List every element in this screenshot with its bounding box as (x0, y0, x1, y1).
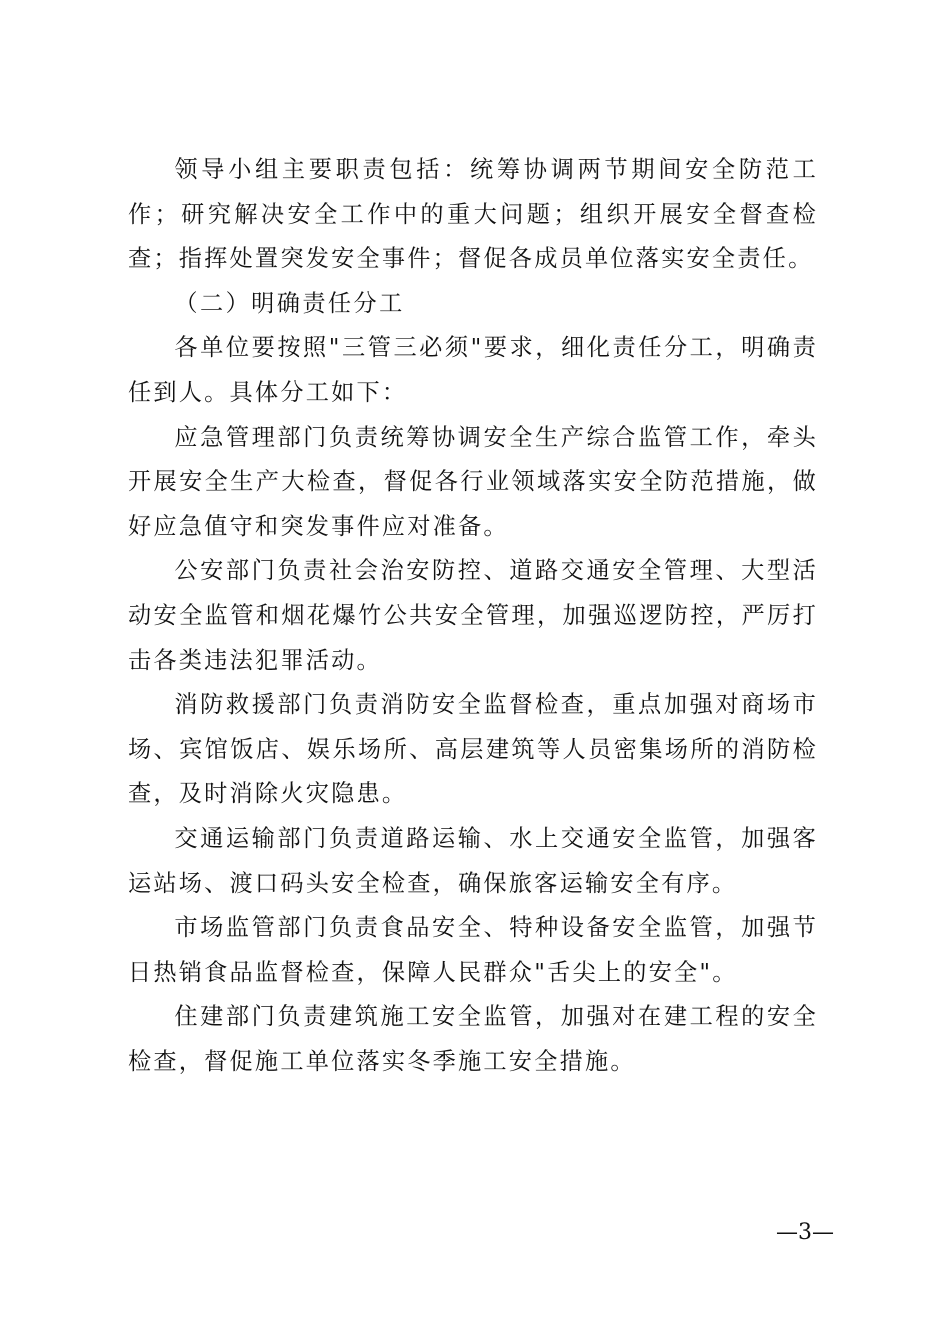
section-heading: （二）明确责任分工 (174, 289, 405, 317)
paragraph-housing-construction: 住建部门负责建筑施工安全监管，加强对在建工程的安全检查，督促施工单位落实冬季施工安全措施。 (128, 1003, 818, 1075)
paragraph-market-supervision: 市场监管部门负责食品安全、特种设备安全监管，加强节日热销食品监督检查，保障人民群众"舌尖上的安全"。 (128, 914, 818, 986)
paragraph-emergency-management: 应急管理部门负责统筹协调安全生产综合监管工作，牵头开展安全生产大检查，督促各行业领域落实安全防范措施，做好应急值守和突发事件应对准备。 (128, 423, 818, 540)
paragraph-fire-rescue: 消防救援部门负责消防安全监督检查，重点加强对商场市场、宾馆饭店、娱乐场所、高层建筑等人员密集场所的消防检查，及时消除火灾隐患。 (128, 691, 818, 808)
paragraph-leadership-duties: 领导小组主要职责包括：统筹协调两节期间安全防范工作；研究解决安全工作中的重大问题；组织开展安全督查检查；指挥处置突发安全事件；督促各成员单位落实安全责任。 (128, 156, 818, 273)
paragraph-transportation: 交通运输部门负责道路运输、水上交通安全监管，加强客运站场、渡口码头安全检查，确保旅客运输安全有序。 (128, 824, 818, 897)
paragraph-responsibility-intro: 各单位要按照"三管三必须"要求，细化责任分工，明确责任到人。具体分工如下： (128, 334, 818, 406)
paragraph-public-security: 公安部门负责社会治安防控、道路交通安全管理、大型活动安全监管和烟花爆竹公共安全管理，加强巡逻防控，严厉打击各类违法犯罪活动。 (128, 557, 818, 674)
page-number: —3— (776, 1220, 834, 1245)
document-body (128, 148, 818, 1084)
